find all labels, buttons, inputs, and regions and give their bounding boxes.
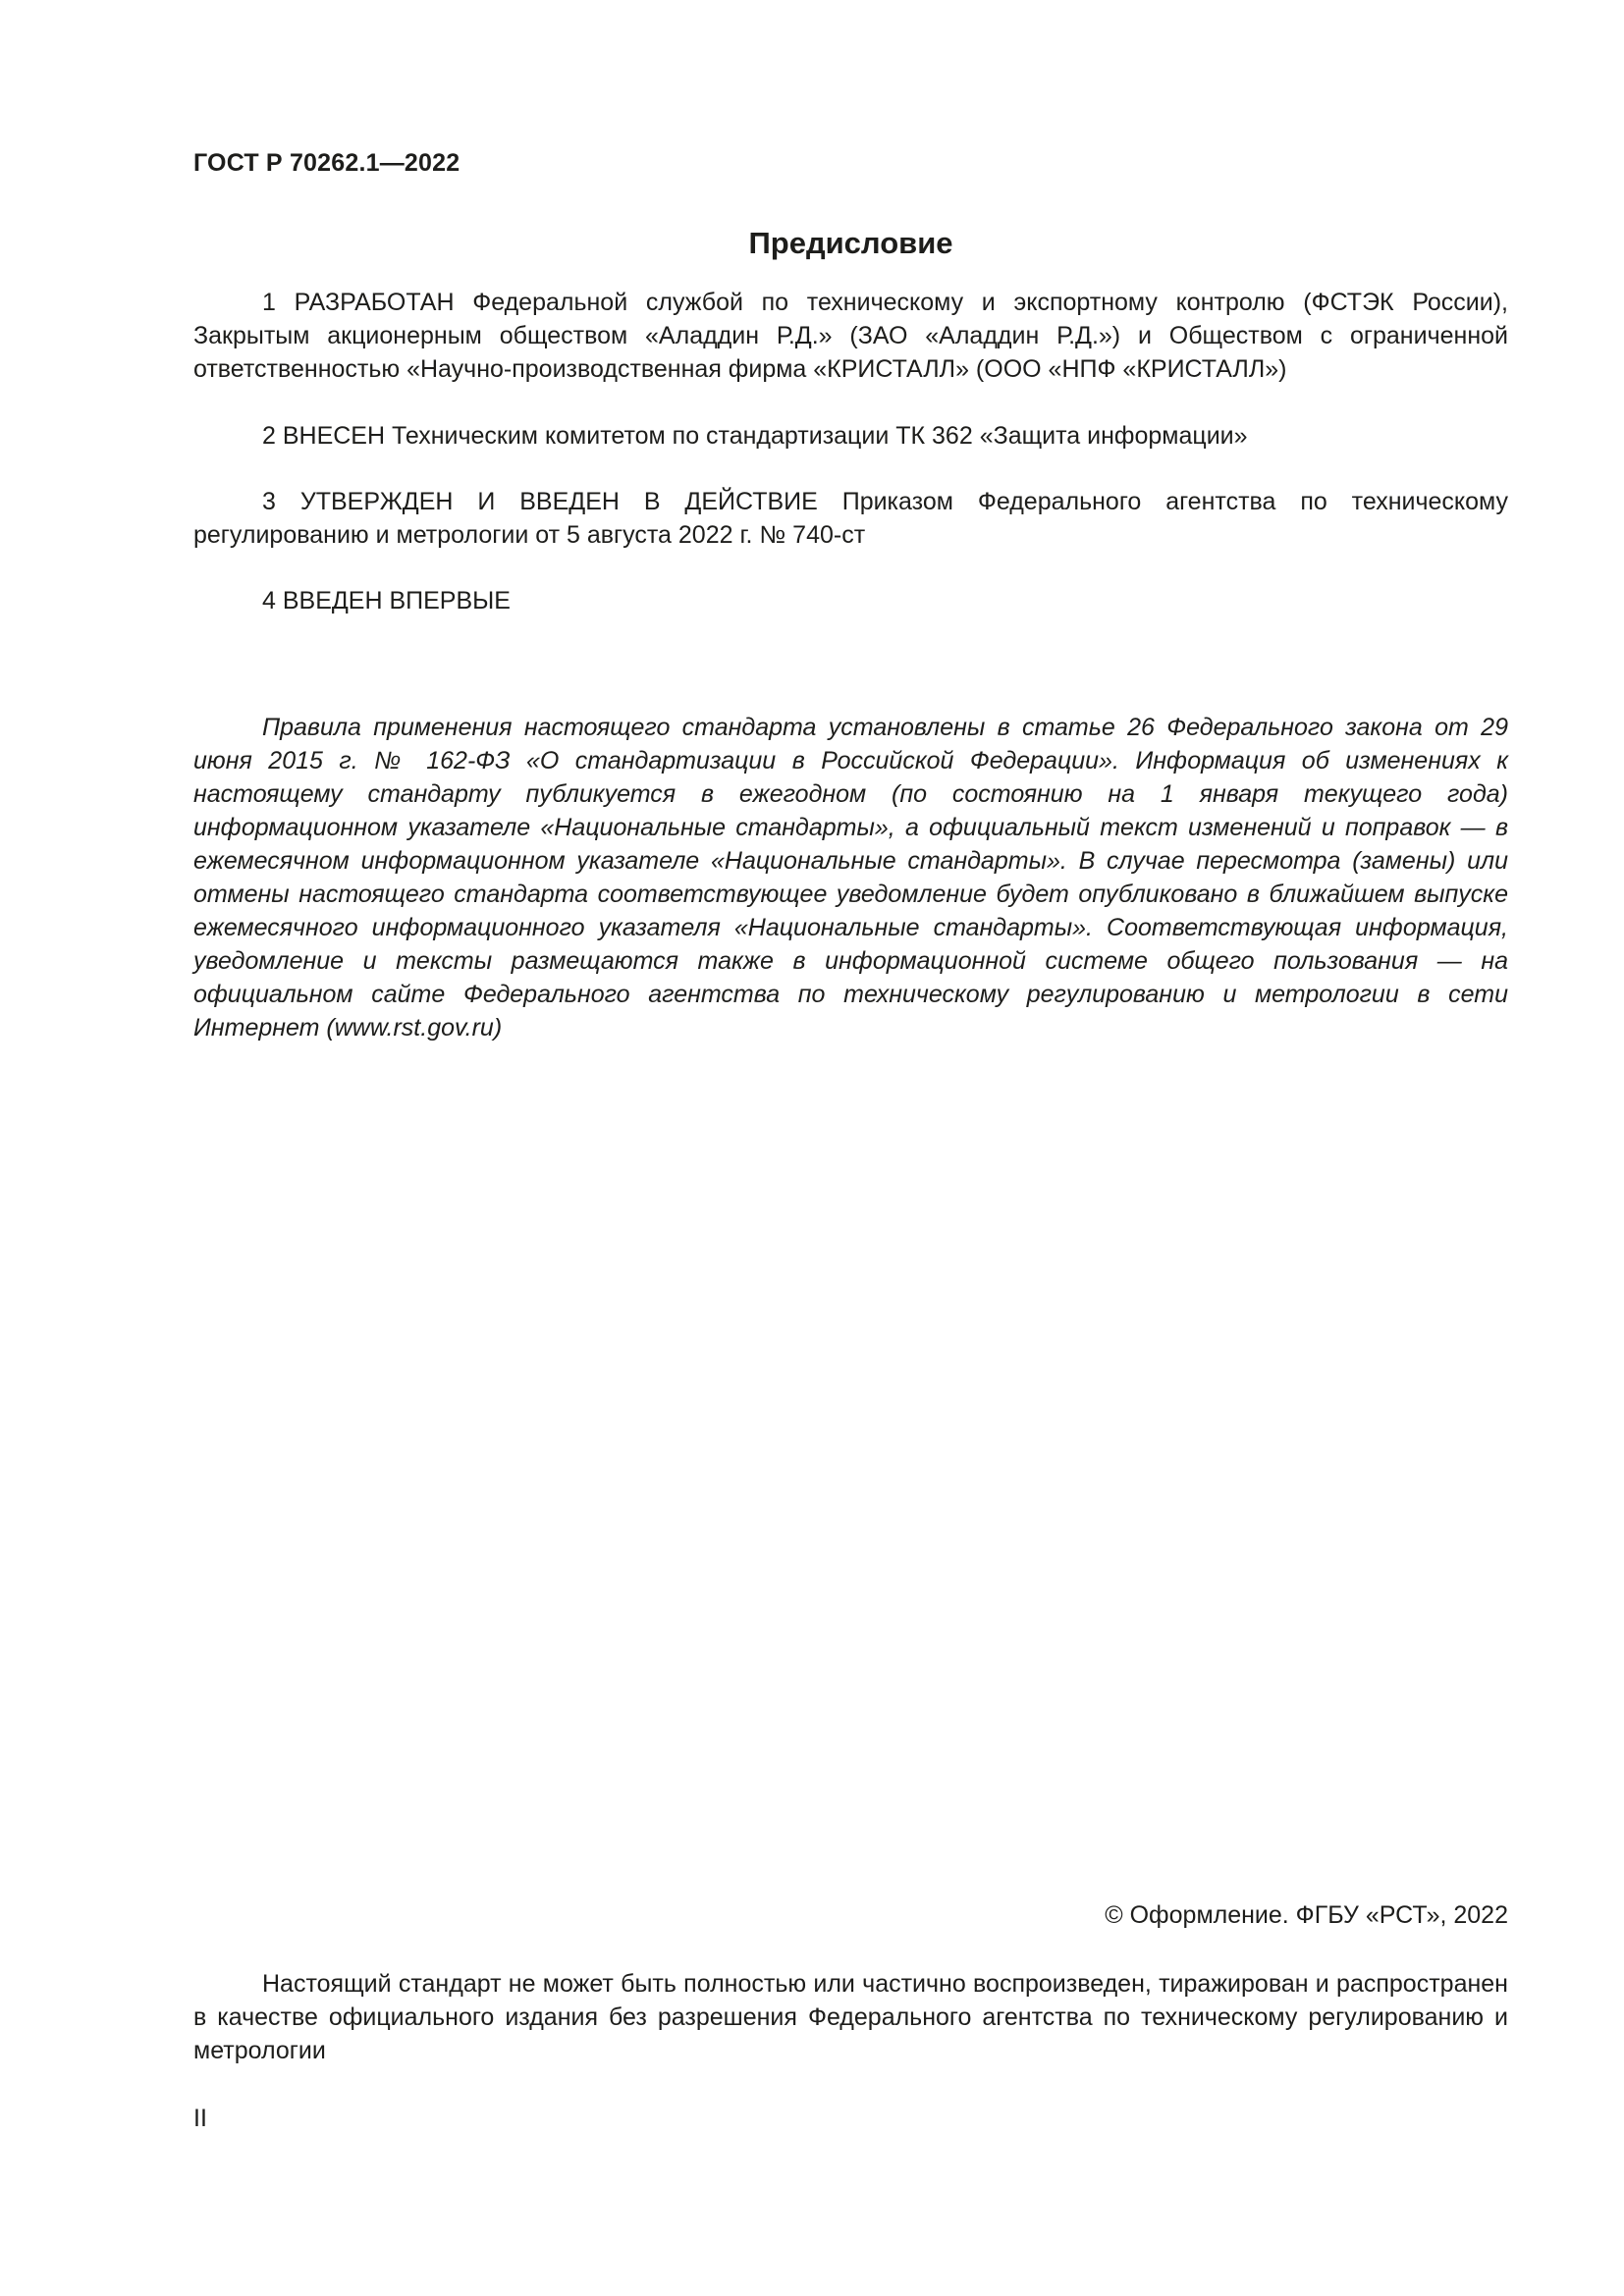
- page-number: II: [193, 2105, 207, 2132]
- copyright-line: © Оформление. ФГБУ «РСТ», 2022: [1105, 1901, 1508, 1929]
- foreword-item-1: 1 РАЗРАБОТАН Федеральной службой по техническому и экспортному контролю (ФСТЭК России), Закрытым акционерным обществом «Аладдин Р.Д.» (ЗАО «Аладдин Р.Д.») и Обществом с ограниченной ответственностью «Научно-производственная фирма «КРИСТАЛЛ» (ООО «НПФ «КРИСТАЛЛ»): [193, 289, 1508, 383]
- reproduction-notice: Настоящий стандарт не может быть полностью или частично воспроизведен, тиражирован и распространен в качестве официального издания без разрешения Федерального агентства по техническому регулированию и метрологии: [193, 1970, 1508, 2064]
- page-title: Предисловие: [748, 226, 953, 260]
- foreword-item-4: 4 ВВЕДЕН ВПЕРВЫЕ: [262, 587, 511, 614]
- document-header: ГОСТ Р 70262.1—2022: [193, 149, 460, 177]
- foreword-item-3: 3 УТВЕРЖДЕН И ВВЕДЕН В ДЕЙСТВИЕ Приказом Федерального агентства по техническому регулированию и метрологии от 5 августа 2022 г. № 740-ст: [193, 488, 1508, 549]
- foreword-item-2: 2 ВНЕСЕН Техническим комитетом по стандартизации ТК 362 «Защита информации»: [262, 422, 1248, 450]
- rules-notice: Правила применения настоящего стандарта установлены в статье 26 Федерального закона от 29 июня 2015 г. № 162-ФЗ «О стандартизации в Российской Федерации». Информация об изменениях к настоящему стандарту публикуется в ежегодном (по состоянию на 1 января текущего года) информационном указателе «Национальные стандарты», а официальный текст изменений и поправок — в ежемесячном информационном указателе «Национальные стандарты». В случае пересмотра (замены) или отмены настоящего стандарта соответствующее уведомление будет опубликовано в ближайшем выпуске ежемесячного информационного указателя «Национальные стандарты». Соответствующая информация, уведомление и тексты размещаются также в информационной системе общего пользования — на официальном сайте Федерального агентства по техническому регулированию и метрологии в сети Интернет (www.rst.gov.ru): [193, 714, 1508, 1041]
